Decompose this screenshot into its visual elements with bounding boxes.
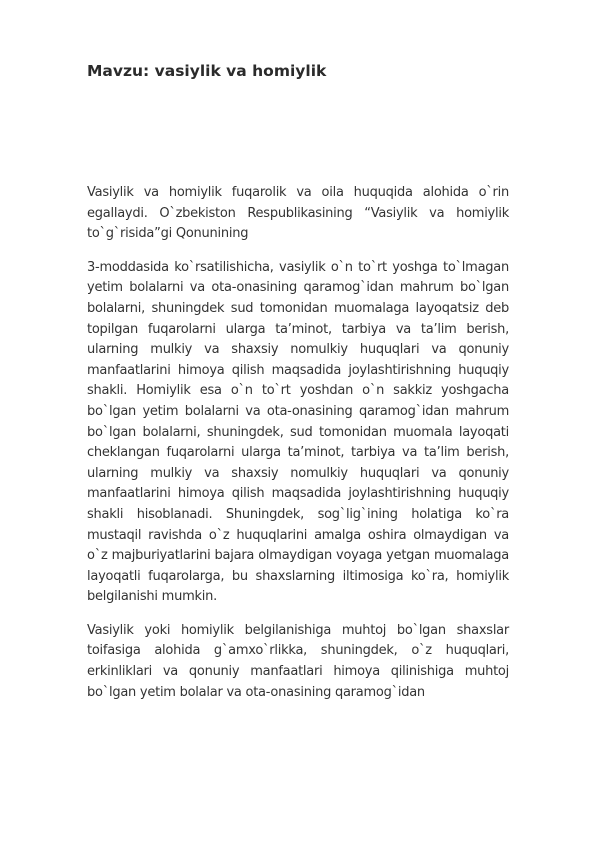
paragraph-definition: 3-moddasida ko`rsatilishicha, vasiylik o`n to`rt yoshga to`lmagan yetim bolalarni va ota-onasining qaramog`idan mahrum bo`lgan bolalarni, shuningdek sud tomonidan muomalaga layoqatsiz deb topilgan fuqarolarni ularga ta’minot, tarbiya va ta’lim berish, ularning mulkiy va shaxsiy nomulkiy huquqlari va qonuniy manfaatlarini himoya qilish maqsadida joylashtirishning huquqiy shakli. Homiylik esa o`n to`rt yoshdan o`n sakkiz yoshgacha bo`lgan yetim bolalarni va ota-onasining qaramog`idan mahrum bo`lgan bolalarni, shuningdek, sud tomonidan muomala layoqati cheklangan fuqarolarni ularga ta’minot, tarbiya va ta’lim berish, ularning mulkiy va shaxsiy nomulkiy huquqlari va qonuniy manfaatlarini himoya qilish maqsadida joylashtirishning huquqiy shakli hisoblanadi. Shuningdek, sog`lig`ining holatiga ko`ra mustaqil ravishda o`z huquqlarini amalga oshira olmaydigan va o`z majburiyatlarini bajara olmaydigan voyaga yetgan muomalaga layoqatli fuqarolarga, bu shaxslarning iltimosiga ko`ra, homiylik belgilanishi mumkin.	[87, 259, 509, 605]
document-body	[87, 183, 509, 716]
paragraph-intro: Vasiylik va homiylik fuqarolik va oila huquqida alohida o`rin egallaydi. O`zbekiston Respublikasining “Vasiylik va homiylik to`g`risida”gi Qonunining	[87, 185, 509, 242]
paragraph-categories: Vasiylik yoki homiylik belgilanishiga muhtoj bo`lgan shaxslar toifasiga alohida g`amxo`rlikka, shuningdek, o`z huquqlari, erkinliklari va qonuniy manfaatlari himoya qilinishiga muhtoj bo`lgan yetim bolalar va ota-onasining qaramog`idan	[87, 622, 509, 700]
document-title: Mavzu: vasiylik va homiylik	[87, 62, 327, 80]
